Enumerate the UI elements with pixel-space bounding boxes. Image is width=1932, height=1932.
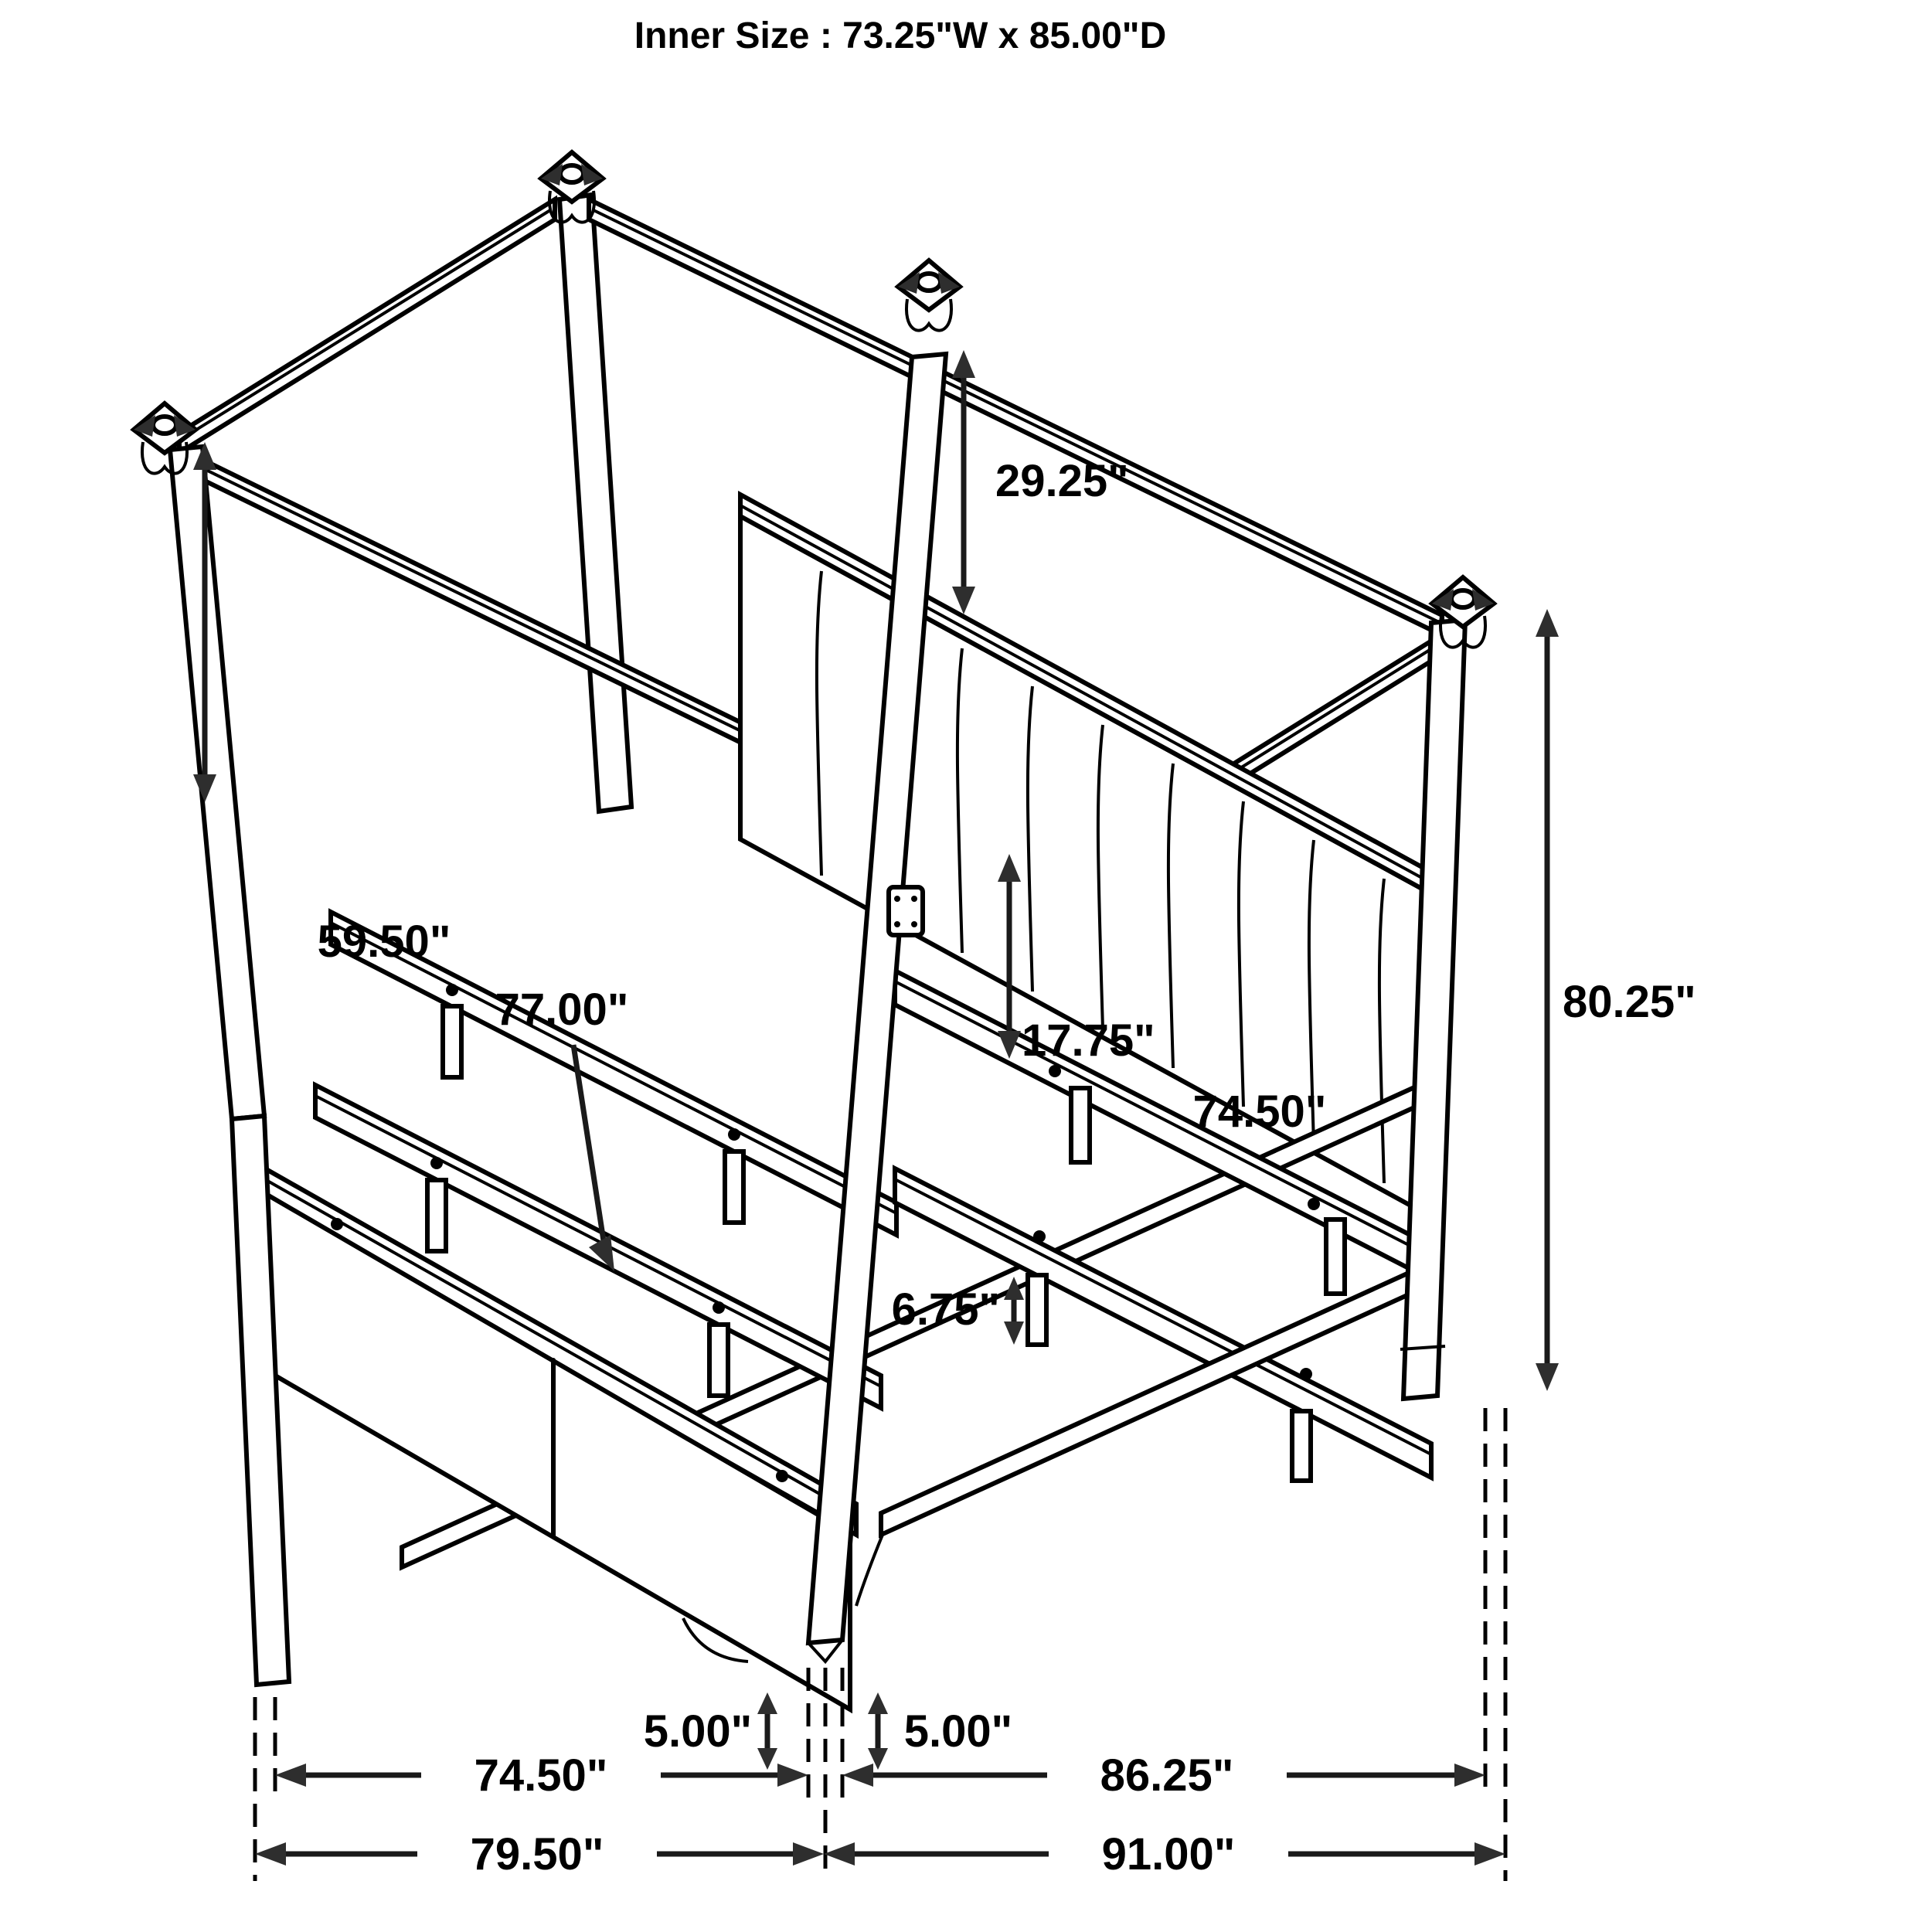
- canopy-rail-back-right: [589, 199, 1442, 635]
- dim-label: 91.00": [1101, 1829, 1236, 1879]
- dimension-inner-width-span: [275, 1750, 808, 1801]
- dim-label: 77.00": [495, 985, 629, 1035]
- mounting-plate: [889, 887, 923, 935]
- slat-leg: [1292, 1411, 1311, 1481]
- dim-label: 17.75": [1022, 1015, 1155, 1066]
- dim-label: 79.50": [470, 1829, 604, 1879]
- dimension-overall-height: [1536, 609, 1696, 1391]
- dim-label: 59.50": [317, 917, 451, 967]
- slat-leg: [427, 1180, 446, 1251]
- dimension-side-rail-length: [1193, 1087, 1327, 1137]
- dimension-left-foot-height: [644, 1692, 777, 1770]
- post-rear-left: [560, 195, 631, 811]
- dim-label: 74.50": [474, 1750, 608, 1801]
- slat-leg: [443, 1006, 461, 1077]
- post-cap-left: [134, 403, 196, 474]
- post-foot-left: [170, 447, 289, 1685]
- rail-bracket: [856, 1535, 883, 1606]
- slat-leg: [709, 1325, 728, 1396]
- slat-leg: [1071, 1088, 1090, 1162]
- dim-label: 29.25": [995, 456, 1129, 506]
- dimension-inner-depth-span: [842, 1750, 1485, 1801]
- extension-lines: [255, 1408, 1505, 1881]
- page-title: Inner Size : 73.25"W x 85.00"D: [634, 15, 1167, 56]
- dim-label: 74.50": [1192, 1087, 1327, 1137]
- slat-leg: [1028, 1275, 1046, 1345]
- dimension-overall-width: [255, 1829, 824, 1879]
- dim-label: 5.00": [903, 1706, 1013, 1757]
- slat-leg: [725, 1151, 743, 1223]
- dimension-right-foot-height: [868, 1692, 1012, 1770]
- dim-label: 6.75": [891, 1284, 1000, 1335]
- canopy-rail-back-left: [179, 199, 555, 453]
- dim-label: 86.25": [1100, 1750, 1234, 1801]
- dim-label: 80.25": [1563, 977, 1696, 1027]
- slat-leg: [1326, 1219, 1345, 1294]
- post-cap-front-center: [898, 260, 960, 331]
- dim-label: 5.00": [643, 1706, 753, 1757]
- dimension-overall-depth: [824, 1829, 1505, 1879]
